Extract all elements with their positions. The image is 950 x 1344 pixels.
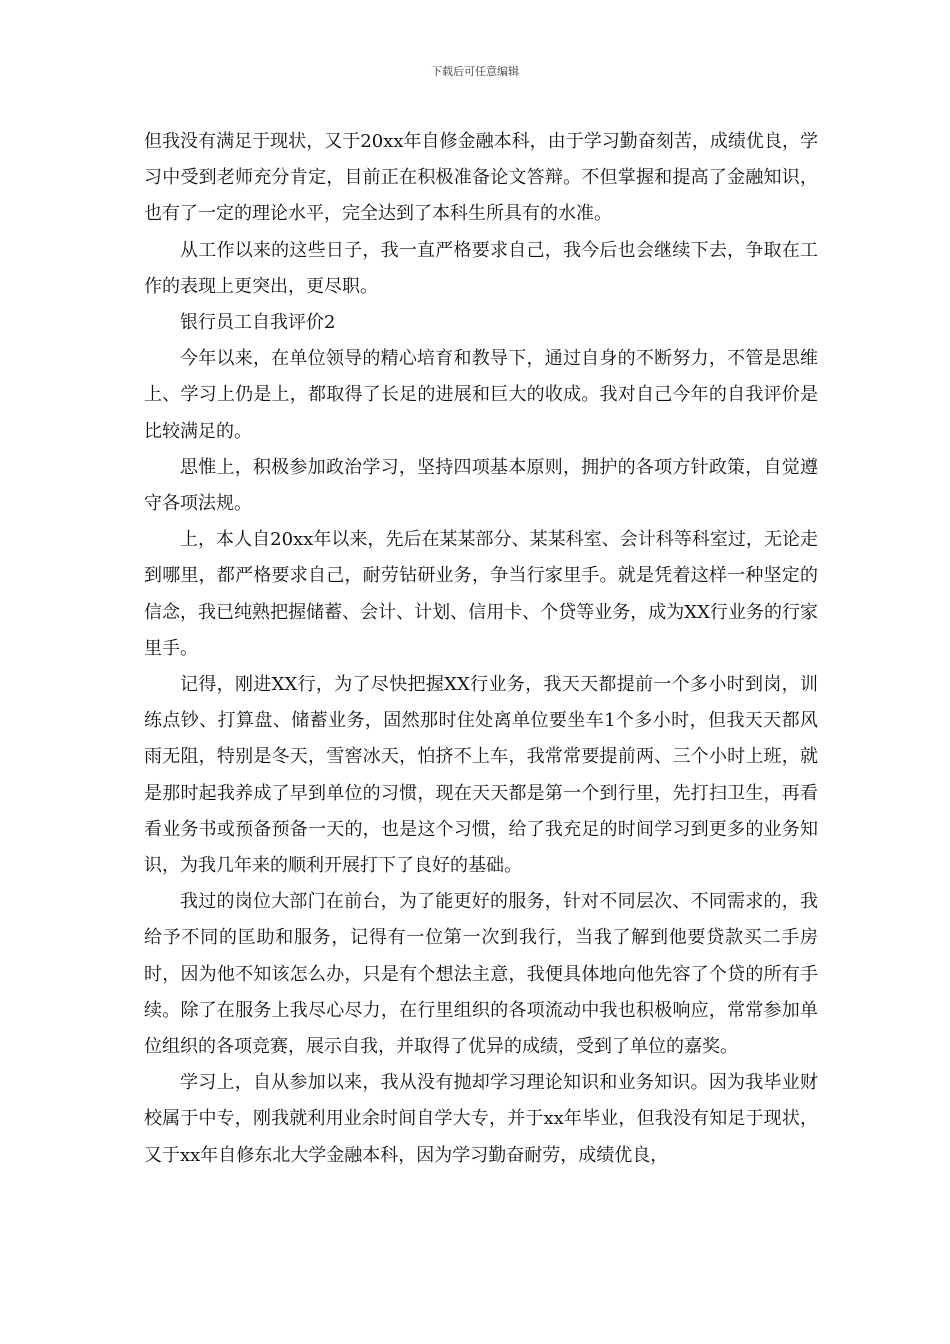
paragraph: 思惟上，积极参加政治学习，坚持四项基本原则，拥护的各项方针政策，自觉遵守各项法规。 [144,456,818,515]
section-heading: 银行员工自我评价2 [180,312,336,334]
paragraph: 学习上，自从参加以来，我从没有抛却学习理论知识和业务知识。因为我毕业财校属于中专，刚我就利用业余时间自学大专，并于xx年毕业，但我没有知足于现状，又于xx年自修东北大学金融本科，因为学习勤奋耐劳，成绩优良， [144,1072,818,1166]
paragraph: 我过的岗位大部门在前台，为了能更好的服务，针对不同层次、不同需求的，我给予不同的匡助和服务，记得有一位第一次到我行，当我了解到他要贷款买二手房时，因为他不知该怎么办，只是有个想法主意，我便具体地向他先容了个贷的所有手续。除了在服务上我尽心尽力，在行里组织的各项流动中我也积极响应，常常参加单位组织的各项竞赛，展示自我，并取得了优异的成绩，受到了单位的嘉奖。 [144,891,818,1058]
document-body [144,124,818,1174]
paragraph: 记得，刚进XX行，为了尽快把握XX行业务，我天天都提前一个多小时到岗，训练点钞、打算盘、储蓄业务，固然那时住处离单位要坐车1个多小时，但我天天都风雨无阻，特别是冬天，雪窖冰天，怕挤不上车，我常常要提前两、三个小时上班，就是那时起我养成了早到单位的习惯，现在天天都是第一个到行里，先打扫卫生，再看看业务书或预备预备一天的，也是这个习惯，给了我充足的时间学习到更多的业务知识，为我几年来的顺利开展打下了良好的基础。 [144,674,818,877]
paragraph: 今年以来，在单位领导的精心培育和教导下，通过自身的不断努力，不管是思维上、学习上仍是上，都取得了长足的进展和巨大的收成。我对自己今年的自我评价是比较满足的。 [144,348,818,442]
paragraph: 从工作以来的这些日子，我一直严格要求自己，我今后也会继续下去，争取在工作的表现上更突出，更尽职。 [144,239,818,297]
paragraph: 但我没有满足于现状，又于20xx年自修金融本科，由于学习勤奋刻苦，成绩优良，学习中受到老师充分肯定，目前正在积极准备论文答辩。不但掌握和提高了金融知识，也有了一定的理论水平，完全达到了本科生所具有的水准。 [144,131,818,225]
paragraph: 上，本人自20xx年以来，先后在某某部分、某某科室、会计科等科室过，无论走到哪里，都严格要求自己，耐劳钻研业务，争当行家里手。就是凭着这样一种坚定的信念，我已纯熟把握储蓄、会计、计划、信用卡、个贷等业务，成为XX行业务的行家里手。 [144,529,818,659]
page-header: 下载后可任意编辑 [431,65,519,78]
